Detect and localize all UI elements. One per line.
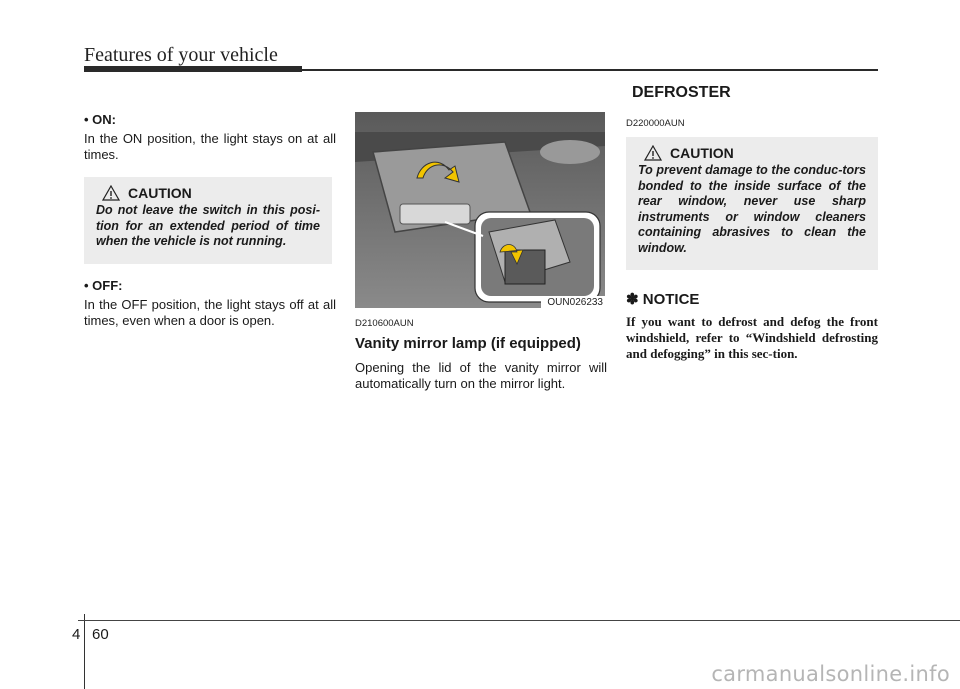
vanity-mirror-heading: Vanity mirror lamp (if equipped) <box>355 335 581 352</box>
header-rule-thick <box>84 66 302 72</box>
caution-header <box>638 145 866 161</box>
caution-text: To prevent damage to the conduc-tors bonded to the inside surface of the rear window, never use sharp instruments or window cleaners containing abrasives to clean the window. <box>638 163 866 255</box>
off-label: • OFF: <box>84 277 123 293</box>
chapter-number: 4 <box>72 626 81 643</box>
notice-text: If you want to defrost and defog the front windshield, refer to “Windshield defrosting and defogging” in this sec-tion. <box>626 314 878 361</box>
warning-triangle-icon <box>644 145 662 161</box>
notice-heading: ✽ NOTICE <box>626 291 700 308</box>
off-description: In the OFF position, the light stays off at all times, even when a door is open. <box>84 296 336 328</box>
caution-header <box>96 185 320 201</box>
defroster-heading: DEFROSTER <box>632 84 731 101</box>
caution-title: CAUTION <box>128 185 192 201</box>
warning-triangle-icon <box>102 185 120 201</box>
header-rule-thin <box>302 69 878 71</box>
caution-title: CAUTION <box>670 145 734 161</box>
defroster-code: D220000AUN <box>626 118 685 129</box>
caution-box-defroster <box>626 137 878 270</box>
footer-divider-vertical <box>84 614 85 689</box>
footer-divider-horizontal <box>78 620 960 621</box>
vanity-mirror-figure <box>355 112 605 308</box>
page-number: 60 <box>92 626 109 643</box>
column-middle <box>355 112 607 392</box>
page-header-title: Features of your vehicle <box>84 44 278 66</box>
caution-text: Do not leave the switch in this posi-tion for an extended period of time when the vehicle is not running. <box>96 203 320 248</box>
watermark-text: carmanualsonline.info <box>711 662 950 686</box>
figure-code: OUN026233 <box>541 296 605 308</box>
column-right <box>626 84 878 362</box>
vanity-mirror-illustration <box>355 112 605 308</box>
on-label: • ON: <box>84 112 116 127</box>
vanity-mirror-description: Opening the lid of the vanity mirror will automatically turn on the mirror light. <box>355 360 607 391</box>
caution-box-switch <box>84 177 332 264</box>
on-description: In the ON position, the light stays on at all times. <box>84 131 336 162</box>
section-code: D210600AUN <box>355 318 414 329</box>
column-left <box>84 112 336 329</box>
